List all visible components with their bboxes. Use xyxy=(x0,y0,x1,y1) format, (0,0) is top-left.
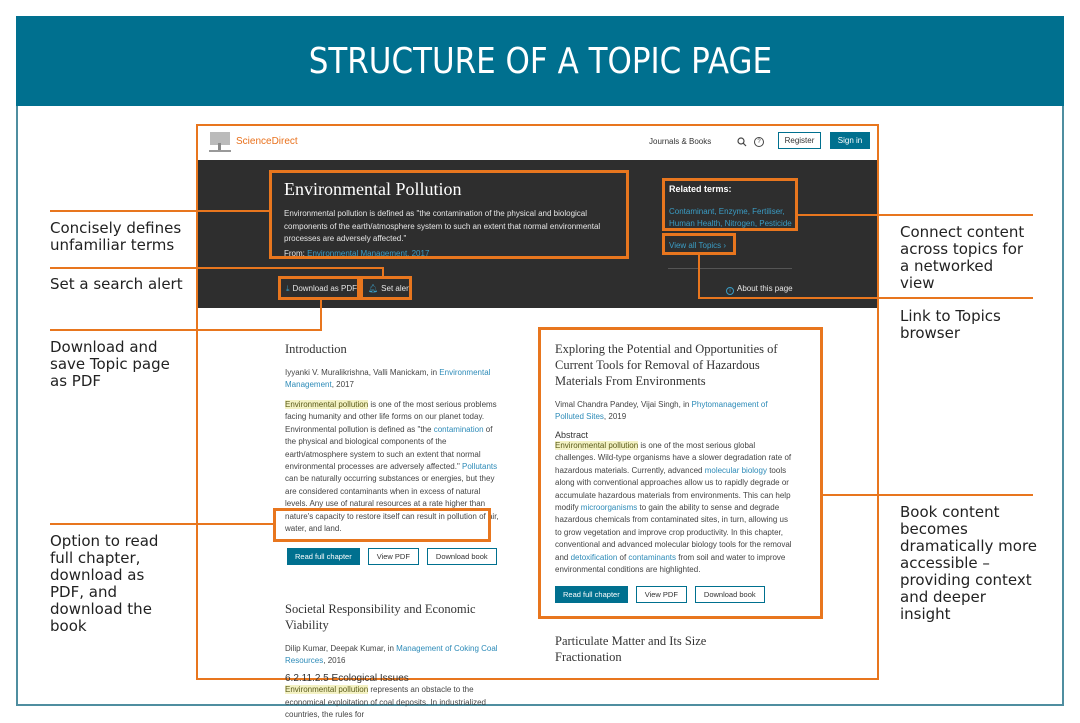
banner xyxy=(16,16,1064,106)
callout-download-pdf: Download and save Topic page as PDF xyxy=(50,338,170,390)
about-label: About this page xyxy=(737,284,793,293)
connector-line xyxy=(50,523,274,525)
connector-line xyxy=(698,254,700,299)
abstract-label: Abstract xyxy=(555,430,589,440)
section-heading: Particulate Matter and Its Size Fractionation xyxy=(555,634,707,665)
year: , 2017 xyxy=(331,380,354,389)
connector-line xyxy=(320,299,322,330)
divider xyxy=(668,268,792,269)
read-full-chapter-button[interactable]: Read full chapter xyxy=(555,586,628,603)
authors xyxy=(285,367,500,391)
source-link[interactable]: Environmental Management, 2017 xyxy=(307,249,430,258)
view-all-topics-link[interactable]: View all Topics › xyxy=(669,241,727,250)
download-book-button[interactable]: Download book xyxy=(427,548,497,565)
callout-definition: Concisely defines unfamiliar terms xyxy=(50,219,182,254)
related-terms-highlight-box xyxy=(662,178,798,231)
brand-name[interactable]: ScienceDirect xyxy=(236,136,298,147)
text: is one of the most serious problems facing humanity and other life forms on our planet today. Environmental pollution is defined as "the xyxy=(285,400,497,434)
info-icon: i xyxy=(726,287,734,295)
text: represents an obstacle to the economical exploitation of coal deposits. In industrialized countries, the rules for xyxy=(285,685,487,720)
connector-line xyxy=(698,297,1033,299)
connector-line xyxy=(382,267,384,277)
chapter-actions xyxy=(287,548,500,565)
book-link[interactable]: Environmental Management xyxy=(285,368,491,389)
download-icon: ⤓ xyxy=(286,284,290,293)
year: , 2019 xyxy=(603,412,627,421)
callout-chapter-options: Option to read full chapter, download as PDF, and download the book xyxy=(50,532,159,635)
topic-definition: Environmental pollution is defined as "the contamination of the physical and biological components of the earth/atmosphere system to such an extent that normal environmental processes are adversely affected." xyxy=(284,209,601,243)
elsevier-tree-logo-icon xyxy=(208,131,232,153)
author-names: Vimal Chandra Pandey, Vijai Singh, in xyxy=(555,400,692,409)
highlight-term: Environmental pollution xyxy=(555,441,639,450)
view-all-highlight-box xyxy=(662,233,736,255)
subheading: 6.2.11.2.5 Ecological Issues xyxy=(285,673,409,685)
top-nav xyxy=(198,126,877,160)
connector-line xyxy=(50,267,383,269)
highlight-term: Environmental pollution xyxy=(285,400,369,409)
callout-search-alert: Set a search alert xyxy=(50,275,183,293)
text: is one of the most serious global challenges. Wild-type organisms have a slower degradation rate of hazardous materials. Currently, advanced xyxy=(555,441,792,475)
term-link[interactable]: detoxification xyxy=(570,552,618,562)
help-icon[interactable]: ? xyxy=(754,137,764,147)
view-pdf-button[interactable]: View PDF xyxy=(636,586,687,603)
book-link[interactable]: Management of Coking Coal Resources xyxy=(285,644,498,666)
author-names: Iyyanki V. Muralikrishna, Valli Manickam, in xyxy=(285,368,440,377)
callout-related-terms: Connect content across topics for a networked view xyxy=(900,223,1025,292)
excerpt xyxy=(285,684,500,721)
term-link[interactable]: microorganisms xyxy=(580,503,638,513)
bell-icon: 🔔︎ xyxy=(368,284,379,293)
connector-line xyxy=(797,214,1033,216)
text: tools along with conventional approaches allow us to rapidly degrade or accumulate hazardous materials from environments. This can help modify xyxy=(555,465,791,513)
book-content-highlight-box xyxy=(538,327,823,619)
register-button[interactable]: Register xyxy=(778,132,821,149)
term-link[interactable]: contamination xyxy=(433,424,484,434)
callout-book-content: Book content becomes dramatically more accessible – providing context and deeper insight xyxy=(900,503,1038,623)
topic-title: Environmental Pollution xyxy=(284,179,462,199)
related-terms-label: Related terms: xyxy=(669,184,732,194)
section-heading: Introduction xyxy=(285,342,347,356)
sign-in-button[interactable]: Sign in xyxy=(830,132,870,149)
section-heading: Societal Responsibility and Economic Viability xyxy=(285,602,476,633)
text: of xyxy=(617,552,629,562)
text: to gain the ability to sense and degrade hazardous chemicals from contaminated sites, in turn, allowing us to grow vegetation and improve crop productivity. In this chapter, conventional and advanced molecular biology tools for the removal and xyxy=(555,503,792,562)
related-terms-links[interactable]: Contaminant, Enzyme, Fertiliser, Human Health, Nitrogen, Pesticide xyxy=(669,207,792,228)
connector-line xyxy=(822,494,1033,496)
journals-books-link[interactable]: Journals & Books xyxy=(649,137,712,146)
download-pdf-highlight-box xyxy=(278,276,360,300)
author-names: Dilip Kumar, Deepak Kumar, in xyxy=(285,644,397,654)
about-this-page-link[interactable] xyxy=(726,284,793,295)
term-link[interactable]: molecular biology xyxy=(704,465,767,475)
download-pdf-label: Download as PDF xyxy=(292,284,358,293)
text: can be naturally occurring substances or energies, but they are considered contaminants when in excess of natural levels. Any use of natural resources at a rate higher than nature's capacity to restore itself can result in pollution of air, water, and land. xyxy=(285,474,499,534)
section-heading: Exploring the Potential and Opportunities of Current Tools for Removal of Hazardous Materials From Environments xyxy=(555,342,778,388)
text: of the physical and biological components of the earth/atmosphere system to such an extent that normal environmental processes are adversely affected." xyxy=(285,424,493,472)
term-link[interactable]: Pollutants xyxy=(462,462,498,472)
authors xyxy=(285,643,500,667)
view-pdf-button[interactable]: View PDF xyxy=(368,548,419,565)
from-label: From: xyxy=(284,249,308,258)
chapter-actions-highlight-box xyxy=(273,508,491,542)
search-icon[interactable] xyxy=(737,137,747,147)
book-link[interactable]: Phytomanagement of Polluted Sites xyxy=(555,400,768,421)
download-book-button[interactable]: Download book xyxy=(695,586,765,603)
highlight-term: Environmental pollution xyxy=(285,685,369,695)
year: , 2016 xyxy=(323,656,346,666)
set-alert-label: Set alert xyxy=(381,284,411,293)
set-alert-highlight-box xyxy=(360,276,412,300)
term-link[interactable]: contaminants xyxy=(628,552,676,562)
connector-line xyxy=(50,329,322,331)
read-full-chapter-button[interactable]: Read full chapter xyxy=(287,548,360,565)
banner-title: STRUCTURE OF A TOPIC PAGE xyxy=(308,40,772,82)
callout-topics-browser: Link to Topics browser xyxy=(900,307,1001,342)
text: from soil and water to improve environmental conditions are highlighted. xyxy=(555,552,786,575)
connector-line xyxy=(50,210,270,212)
definition-highlight-box xyxy=(269,170,629,259)
